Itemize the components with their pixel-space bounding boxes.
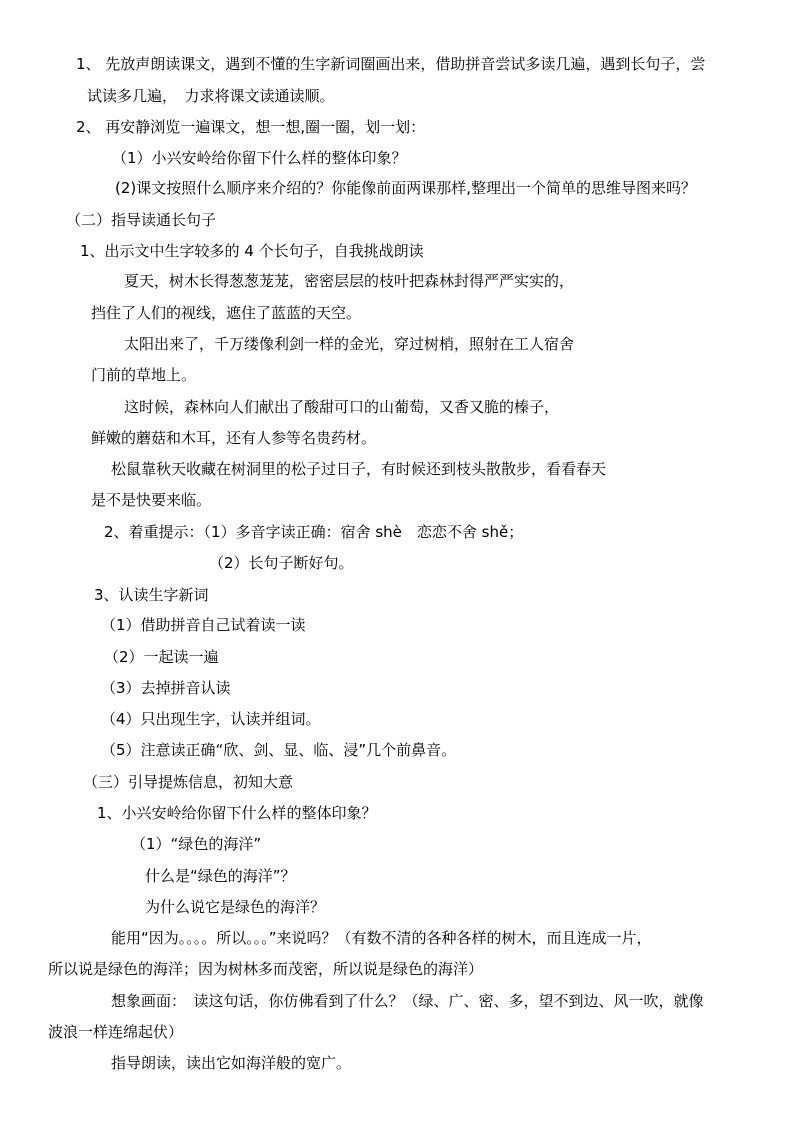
text-line: （3）去掉拼音认读 [101,679,231,697]
text-line: (2)课文按照什么顺序来介绍的？你能像前面两课那样,整理出一个简单的思维导图来吗？ [115,179,697,197]
text-line: 是不是快要来临。 [91,491,212,509]
text-line: （1）借助拼音自己试着读一读 [101,616,306,634]
text-line: 1、出示文中生字较多的 4 个长句子，自我挑战朗读 [80,242,424,260]
text-line: 鲜嫩的蘑菇和木耳，还有人参等名贵药材。 [91,429,377,447]
text-line: 1、小兴安岭给你留下什么样的整体印象？ [97,804,377,822]
text-line: 太阳出来了，千万缕像利剑一样的金光，穿过树梢，照射在工人宿舍 [124,335,575,353]
text-line: （4）只出现生字，认读并组词。 [101,710,321,728]
text-line: 这时候，森林向人们献出了酸甜可口的山葡萄，又香又脆的榛子， [124,398,560,416]
text-line: （1）“绿色的海洋” [131,835,262,853]
text-line: 门前的草地上。 [91,366,197,384]
text-line: 所以说是绿色的海洋；因为树林多而茂密，所以说是绿色的海洋） [48,960,484,978]
section-heading: （三）引导提炼信息，初知大意 [83,773,294,791]
text-line: 试读多几遍， 力求将课文读通读顺。 [87,87,335,105]
text-line: 松鼠靠秋天收藏在树洞里的松子过日子，有时候还到枝头散散步，看看春天 [111,460,607,478]
text-line: 2、 再安静浏览一遍课文，想一想,圈一圈，划一划： [76,118,426,136]
text-line: 想象画面： 读这句话，你仿佛看到了什么？（绿、广、密、多，望不到边、风一吹，就像 [111,992,704,1010]
text-line: 夏天，树木长得葱葱茏茏，密密层层的枝叶把森林封得严严实实的， [124,272,575,290]
text-line: （5）注意读正确“欣、剑、显、临、浸”几个前鼻音。 [101,741,457,759]
text-line: 2、着重提示：（1）多音字读正确：宿舍 shè 恋恋不舍 shě； [104,523,524,541]
text-line: （2）一起读一遍 [104,648,219,666]
text-line: 指导朗读，读出它如海洋般的宽广。 [111,1054,352,1072]
text-line: 3、认读生字新词 [94,586,209,604]
text-line: 波浪一样连绵起伏） [48,1023,184,1041]
text-line: 1、 先放声朗读课文，遇到不懂的生字新词圈画出来，借助拼音尝试多读几遍，遇到长句子，尝 [76,55,706,73]
text-line: （1）小兴安岭给你留下什么样的整体印象？ [112,149,407,167]
text-line: 为什么说它是绿色的海洋？ [145,898,326,916]
section-heading: （二）指导读通长句子 [66,211,217,229]
text-line: 什么是“绿色的海洋”？ [145,867,296,885]
text-line: （2）长句子断好句。 [209,554,354,572]
text-line: 挡住了人们的视线，遮住了蓝蓝的天空。 [91,304,362,322]
text-line: 能用“因为。。。。所以。。。”来说吗？（有数不清的各种各样的树木，而且连成一片， [111,929,652,947]
